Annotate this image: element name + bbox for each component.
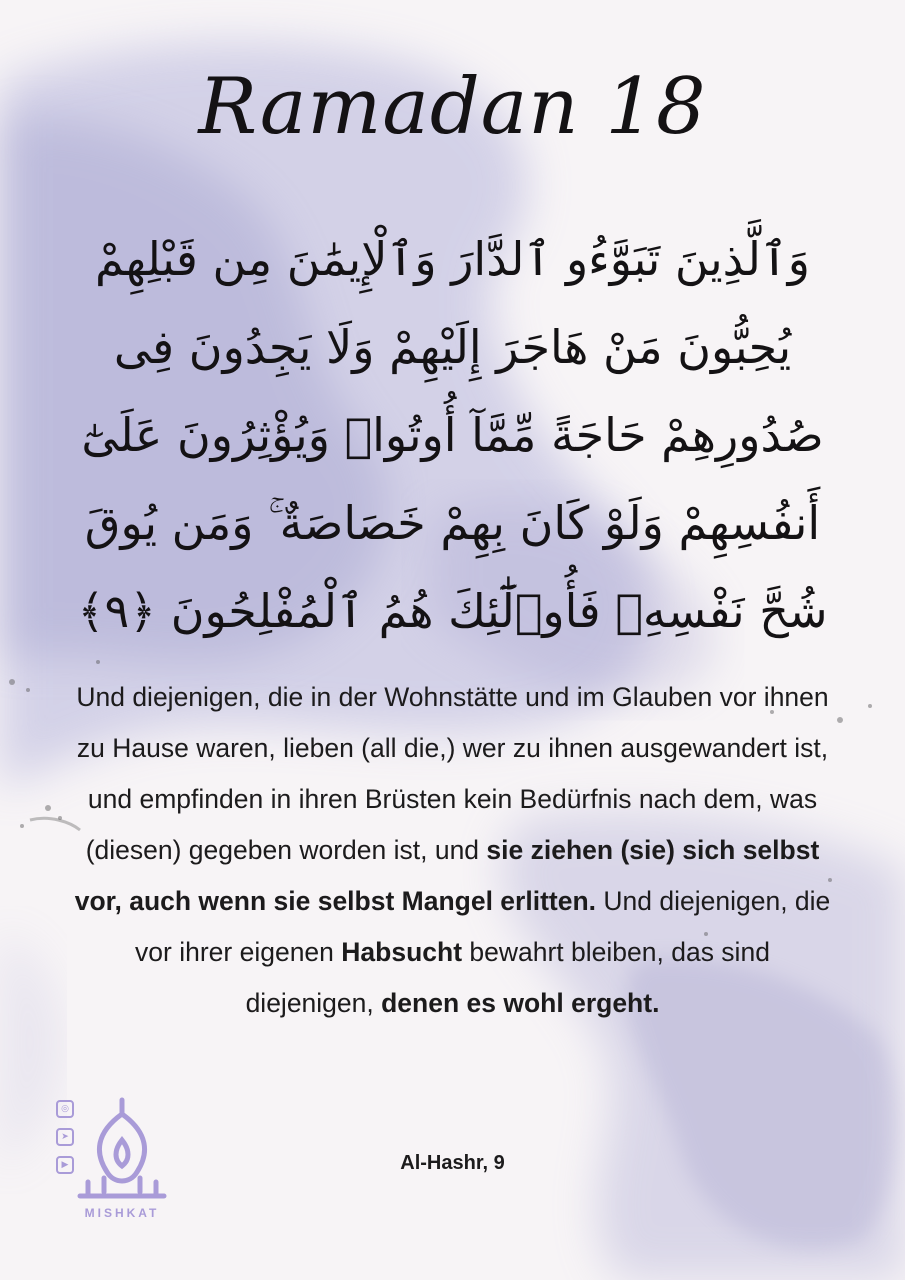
arabic-line: يُحِبُّونَ مَنْ هَاجَرَ إِلَيْهِمْ وَلَا يَجِدُونَ فِى <box>113 320 792 374</box>
arabic-line: شُحَّ نَفْسِهِۦ فَأُو۟لَٰٓئِكَ هُمُ ٱلْمُفْلِحُونَ ﴿٩﴾ <box>77 584 828 638</box>
telegram-icon: ➤ <box>56 1128 74 1146</box>
german-translation <box>70 672 835 1029</box>
instagram-icon: ◎ <box>56 1100 74 1118</box>
arabic-verse <box>70 215 835 655</box>
arabic-line: وَٱلَّذِينَ تَبَوَّءُو ٱلدَّارَ وَٱلْإِيمَٰنَ مِن قَبْلِهِمْ <box>94 232 811 286</box>
translation-bold: denen es wohl ergeht. <box>381 988 660 1018</box>
translation-bold: Habsucht <box>341 937 463 967</box>
page-title: Ramadan 18 <box>198 62 707 152</box>
verse-reference: Al-Hashr, 9 <box>400 1152 505 1174</box>
youtube-icon: ▶ <box>56 1156 74 1174</box>
translation-text: Und diejenigen, die in der Wohnstätte und im Glauben vor ihnen zu Hause waren, lieben (all die,) wer zu ihnen ausgewandert ist, und empfinden in ihren Brüsten kein Bedürfnis nach dem, was (diesen) gegeben worden ist, und <box>76 682 829 865</box>
translation-bold: sie ziehen (sie) sich selbst vor, auch wenn sie selbst Mangel erlitten. <box>74 835 820 916</box>
arabic-line: أَنفُسِهِمْ وَلَوْ كَانَ بِهِمْ خَصَاصَةٌ ۚ وَمَن يُوقَ <box>84 496 821 550</box>
arabic-line: صُدُورِهِمْ حَاجَةً مِّمَّآ أُوتُوا۟ وَيُؤْثِرُونَ عَلَىٰٓ <box>81 408 824 462</box>
translation-text: Und diejenigen, die vor ihrer eigenen <box>135 886 831 967</box>
logo-wordmark: MISHKAT <box>84 1206 160 1220</box>
translation-text: bewahrt bleiben, das sind diejenigen, <box>245 937 770 1018</box>
